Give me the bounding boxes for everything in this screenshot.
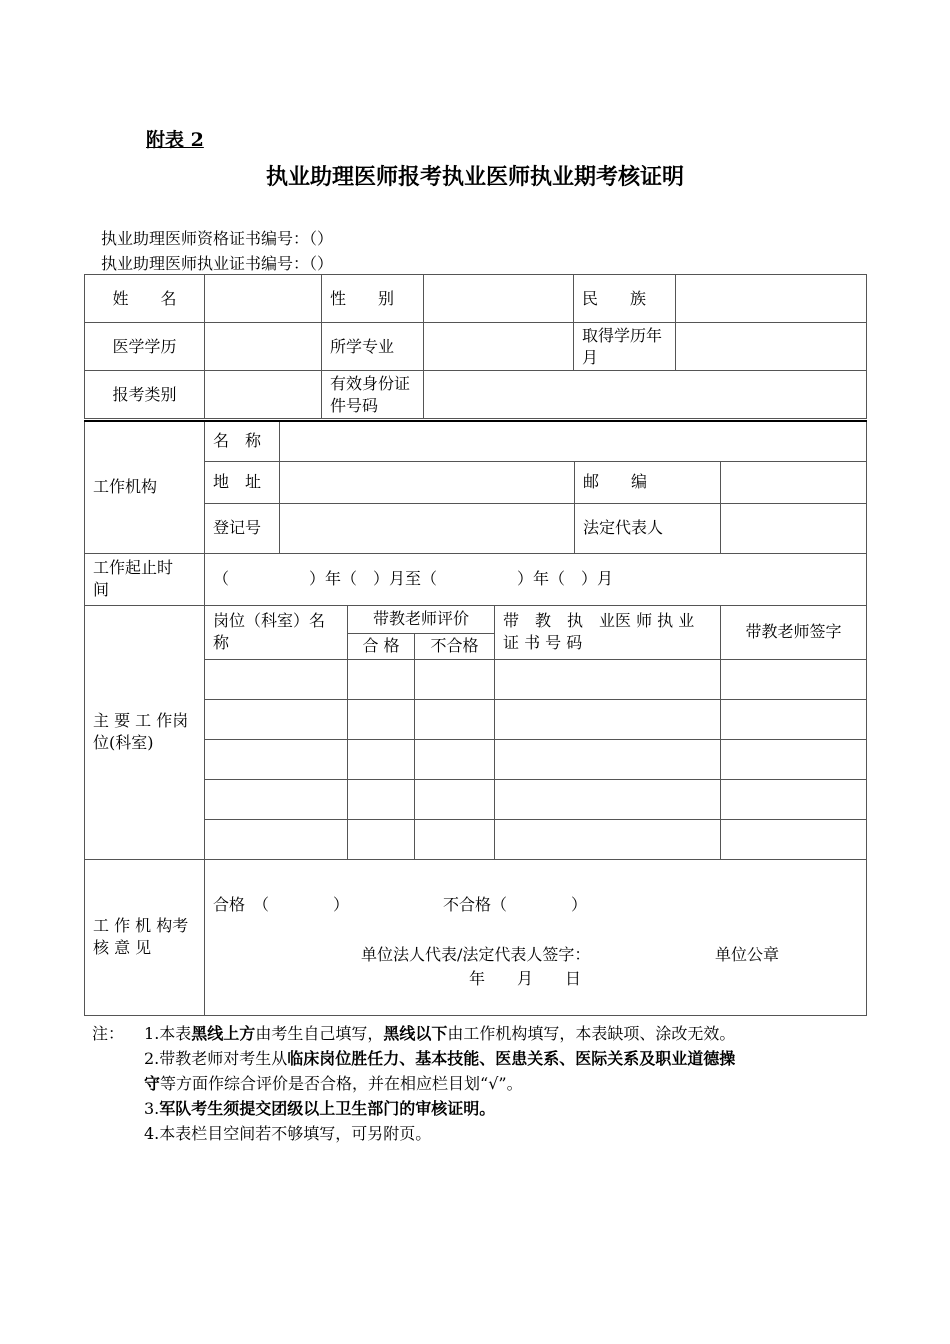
- position-cell[interactable]: [205, 819, 348, 859]
- cert-cell[interactable]: [495, 699, 721, 739]
- note-2: [92, 1046, 872, 1071]
- qualification-cert-number-line: 执业助理医师资格证书编号：（）: [101, 229, 334, 248]
- cert-cell[interactable]: [495, 819, 721, 859]
- position-cell[interactable]: [205, 739, 348, 779]
- fail-cell[interactable]: [415, 699, 495, 739]
- degree-date-field[interactable]: [676, 323, 867, 371]
- major-label: 所学专业: [322, 323, 424, 371]
- registration-number-field[interactable]: [280, 503, 575, 553]
- note-3-bold: 军队考生须提交团级以上卫生部门的审核证明。: [159, 1099, 496, 1118]
- fail-cell[interactable]: [415, 739, 495, 779]
- applicant-section-table: [84, 274, 867, 419]
- organization-section-table: [84, 420, 867, 1016]
- major-field[interactable]: [424, 323, 574, 371]
- pass-cell[interactable]: [348, 699, 415, 739]
- sign-cell[interactable]: [721, 739, 867, 779]
- fail-cell[interactable]: [415, 779, 495, 819]
- review-date-label: 年 月 日: [469, 968, 582, 988]
- fail-cell[interactable]: [415, 819, 495, 859]
- teacher-signature-header: 带教老师签字: [721, 605, 867, 659]
- sign-cell[interactable]: [721, 659, 867, 699]
- ethnicity-field[interactable]: [676, 275, 867, 323]
- legal-representative-label: 法定代表人: [575, 503, 721, 553]
- cert-cell[interactable]: [495, 739, 721, 779]
- pass-header: 合 格: [348, 633, 415, 659]
- note-3-number: 3.: [144, 1099, 160, 1118]
- review-pass-option[interactable]: 合格 （ ）: [213, 894, 350, 914]
- note-1-text-c: 由工作机构填写，本表缺项、涂改无效。: [447, 1024, 736, 1043]
- education-label: 医学学历: [85, 323, 205, 371]
- notes-section: [92, 1021, 872, 1146]
- gender-field[interactable]: [424, 275, 574, 323]
- note-1-bold-b: 黑线以下: [383, 1024, 448, 1043]
- sign-cell[interactable]: [721, 779, 867, 819]
- work-period-label: 工作起止时 间: [85, 553, 205, 605]
- exam-category-label: 报考类别: [85, 371, 205, 419]
- fail-cell[interactable]: [415, 659, 495, 699]
- gender-label: 性 别: [322, 275, 424, 323]
- note-1-text-b: 由考生自己填写，: [255, 1024, 384, 1043]
- id-number-label: 有效身份证件号码: [322, 371, 424, 419]
- attachment-label: 附表 2: [146, 129, 204, 151]
- legal-rep-signature-label: 单位法人代表/法定代表人签字：: [361, 944, 591, 964]
- cert-cell[interactable]: [495, 659, 721, 699]
- position-cell[interactable]: [205, 779, 348, 819]
- pass-cell[interactable]: [348, 739, 415, 779]
- pass-cell[interactable]: [348, 659, 415, 699]
- work-org-label: 工作机构: [85, 421, 205, 553]
- position-cell[interactable]: [205, 699, 348, 739]
- teacher-cert-number-header: 带 教 执 业医 师 执 业 证 书 号 码: [495, 605, 721, 659]
- postcode-label: 邮 编: [575, 461, 721, 503]
- pass-cell[interactable]: [348, 819, 415, 859]
- sign-cell[interactable]: [721, 819, 867, 859]
- practice-cert-number-line: 执业助理医师执业证书编号：（）: [101, 254, 334, 273]
- form-title: 执业助理医师报考执业医师执业期考核证明: [265, 164, 684, 190]
- teacher-evaluation-header: 带教老师评价: [348, 605, 495, 633]
- legal-representative-field[interactable]: [721, 503, 867, 553]
- note-2-continued: [92, 1071, 872, 1096]
- note-2-bold-b: 守: [144, 1074, 161, 1093]
- position-cell[interactable]: [205, 659, 348, 699]
- unit-seal-label: 单位公章: [715, 944, 780, 964]
- fail-header: 不合格: [415, 633, 495, 659]
- org-review-field[interactable]: [205, 859, 867, 1015]
- note-1: [92, 1021, 872, 1046]
- org-address-field[interactable]: [280, 461, 575, 503]
- degree-date-label: 取得学历年 月: [574, 323, 676, 371]
- org-address-label: 地 址: [205, 461, 280, 503]
- note-4: 4.本表栏目空间若不够填写，可另附页。: [144, 1124, 432, 1143]
- note-1-text-a: 1.本表: [144, 1024, 192, 1043]
- education-field[interactable]: [205, 323, 322, 371]
- org-name-label: 名 称: [205, 421, 280, 461]
- id-number-field[interactable]: [424, 371, 867, 419]
- org-name-field[interactable]: [280, 421, 867, 461]
- registration-number-label: 登记号: [205, 503, 280, 553]
- name-field[interactable]: [205, 275, 322, 323]
- ethnicity-label: 民 族: [574, 275, 676, 323]
- note-2-bold-a: 临床岗位胜任力、基本技能、医患关系、医际关系及职业道德操: [287, 1049, 736, 1068]
- sign-cell[interactable]: [721, 699, 867, 739]
- note-2-text-b: 等方面作综合评价是否合格，并在相应栏目划“√”。: [160, 1074, 523, 1093]
- main-positions-label: 主 要 工 作岗位(科室): [85, 605, 205, 859]
- exam-category-field[interactable]: [205, 371, 322, 419]
- work-period-field[interactable]: （ ）年（ ）月至（ ）年（ ）月: [205, 553, 867, 605]
- note-1-bold-a: 黑线上方: [191, 1024, 256, 1043]
- postcode-field[interactable]: [721, 461, 867, 503]
- cert-cell[interactable]: [495, 779, 721, 819]
- note-2-text-a: 2.带教老师对考生从: [144, 1049, 288, 1068]
- pass-cell[interactable]: [348, 779, 415, 819]
- org-review-label: 工 作 机 构考 核 意 见: [85, 859, 205, 1015]
- position-name-header: 岗位（科室）名 称: [205, 605, 348, 659]
- notes-prefix: 注：: [92, 1024, 125, 1043]
- note-3: [92, 1096, 872, 1121]
- name-label: 姓 名: [85, 275, 205, 323]
- review-fail-option[interactable]: 不合格（ ）: [443, 894, 588, 914]
